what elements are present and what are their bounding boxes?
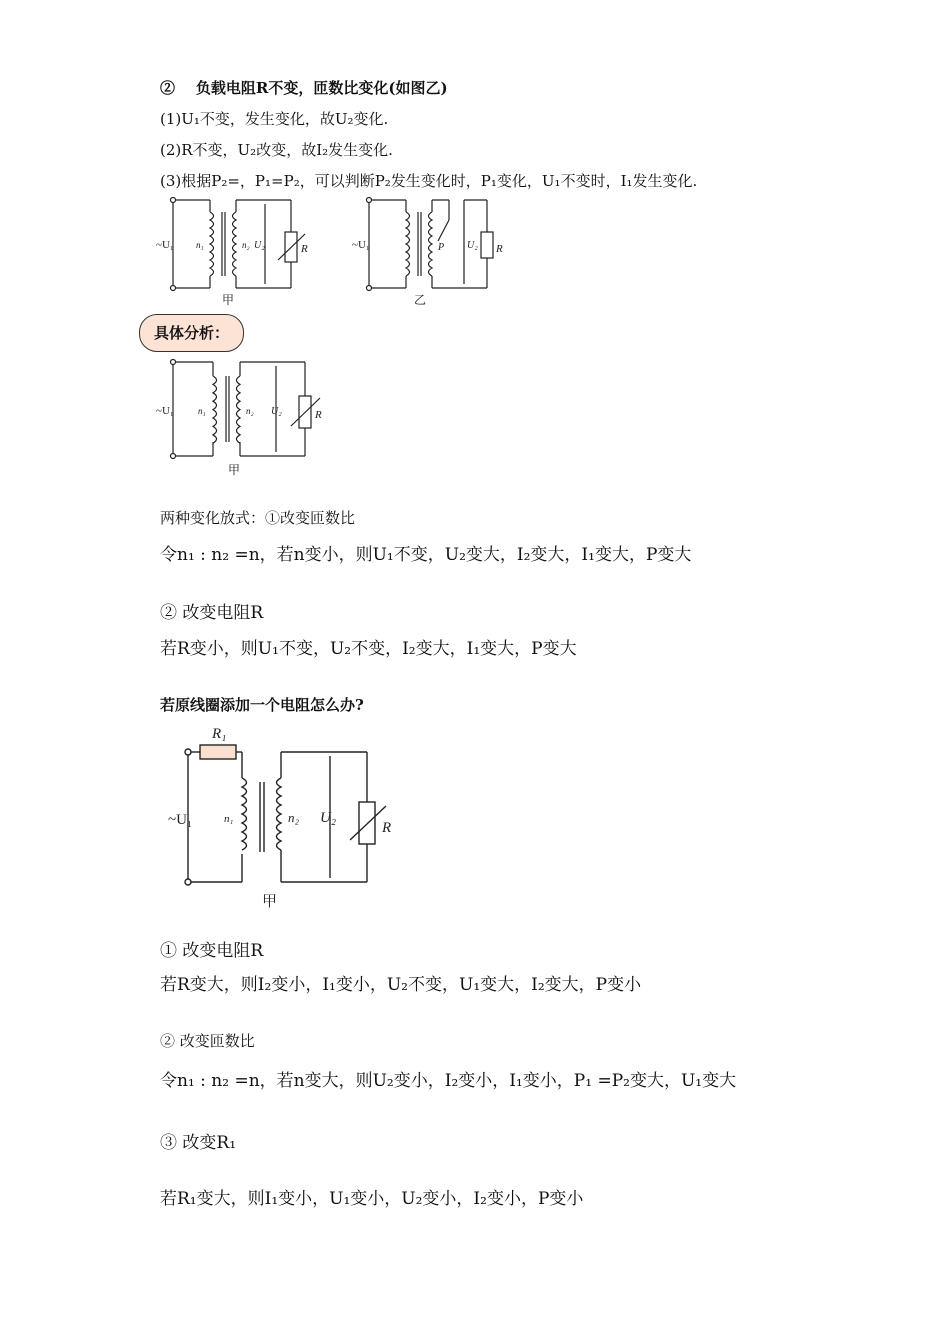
label-u2: U₂ [271, 406, 282, 417]
caption-yi: 乙 [414, 293, 427, 307]
analysis-line-1: (1)U₁不变，发生变化，故U₂变化. [160, 110, 389, 128]
analysis-badge: 具体分析： [139, 314, 244, 352]
label-r: R [382, 820, 392, 836]
label-u2: U₂ [254, 240, 265, 251]
label-n2: n₂ [242, 240, 250, 250]
transformer-figure-analysis [150, 352, 340, 480]
label-r: R [301, 243, 308, 255]
label-n1: n₁ [198, 406, 206, 416]
label-r: R [496, 243, 503, 255]
b2-text: 令n₁ : n₂ =n，若n变大，则U₂变小，I₂变小，I₁变小，P₁ =P₂变大，U₁变大 [160, 1071, 737, 1091]
figure-yi [352, 198, 503, 308]
label-u2: U₂ [320, 810, 337, 826]
case-resistance-text: 若R变小，则U₁不变，U₂不变，I₂变大，I₁变大，P变大 [160, 639, 577, 659]
analysis-line-2: (2)R不变，U₂改变，故I₂发生变化. [160, 141, 393, 159]
b3-title: ③ 改变R₁ [160, 1133, 237, 1153]
label-u1: ~U₁ [168, 812, 193, 828]
label-p: P [438, 242, 445, 253]
label-u2: U₂ [467, 240, 478, 251]
caption-jia: 甲 [262, 894, 278, 910]
label-n1: n₁ [196, 240, 204, 250]
b1-title: ① 改变电阻R [160, 941, 264, 961]
case-ratio-text: 令n₁ : n₂ =n，若n变小，则U₁不变，U₂变大，I₂变大，I₁变大，P变大 [160, 545, 692, 565]
label-u1: ~U₁ [156, 239, 174, 251]
two-ways-text: 两种变化放式：①改变匝数比 [160, 509, 356, 527]
caption-jia: 甲 [228, 463, 241, 477]
case-resistance-title: ② 改变电阻R [160, 603, 264, 623]
b2-title: ② 改变匝数比 [160, 1032, 255, 1050]
b3-text: 若R₁变大，则I₁变小，U₁变小，U₂变小，I₂变小，P变小 [160, 1189, 584, 1209]
label-r: R [315, 409, 322, 421]
circled-number: ② [160, 79, 176, 97]
label-n2: n₂ [246, 406, 254, 416]
transformer-figure-with-r1 [160, 722, 410, 914]
section-heading [160, 77, 448, 98]
label-u1: ~U₁ [156, 405, 174, 417]
label-n2: n₂ [288, 810, 300, 825]
label-n1: n₁ [224, 813, 234, 825]
transformer-figures-top [150, 192, 510, 310]
label-u1: ~U₁ [352, 239, 370, 251]
heading-text: 负载电阻R不变，匝数比变化(如图乙) [195, 79, 448, 97]
label-r1: R₁ [212, 726, 227, 742]
caption-jia: 甲 [222, 293, 235, 307]
b1-text: 若R变大，则I₂变小，I₁变小，U₂不变，U₁变大，I₂变大，P变小 [160, 975, 642, 995]
question-heading: 若原线圈添加一个电阻怎么办? [160, 696, 364, 714]
figure-jia [156, 198, 308, 308]
analysis-line-3: (3)根据P₂=，P₁=P₂，可以判断P₂发生变化时，P₁变化，U₁不变时，I₁发生变化. [160, 172, 698, 190]
